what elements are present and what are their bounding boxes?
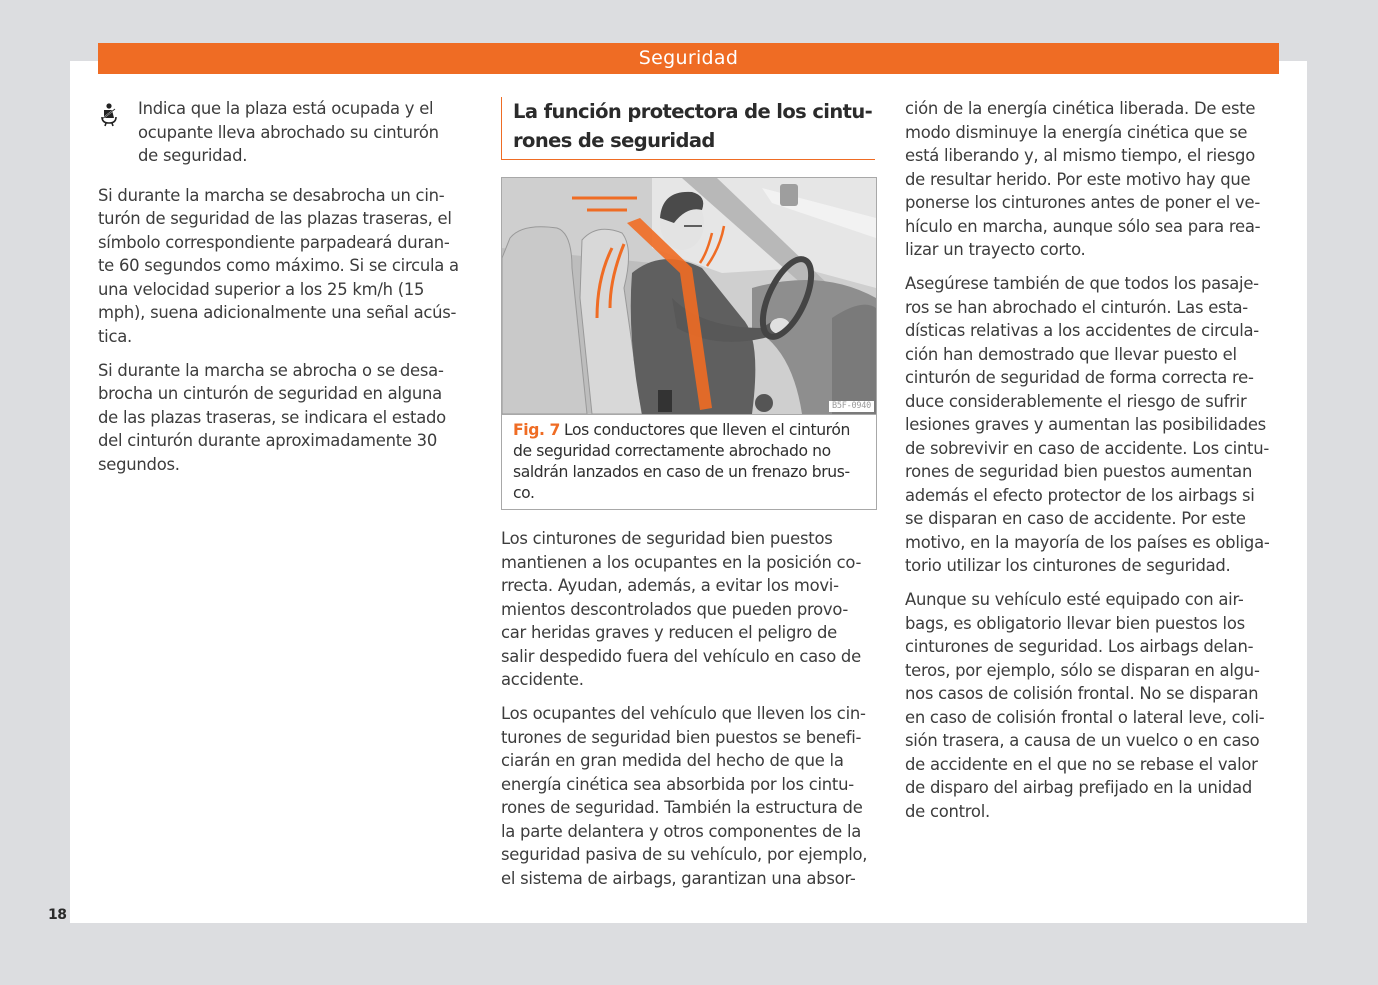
paragraph (501, 527, 877, 692)
text-line: mantienen a los ocupantes en la posición co- (501, 552, 862, 572)
text-line: cinturones de seguridad. Los airbags delan- (905, 637, 1254, 656)
text-line: de accidente en el que no se rebase el valor (905, 754, 1258, 774)
seatbelt-fastened-icon (98, 97, 138, 168)
text-line: nos casos de colisión frontal. No se disparan (905, 684, 1259, 703)
paragraph (905, 272, 1281, 578)
text-line: cinturón de seguridad de forma correcta re- (905, 368, 1254, 387)
caption-line: saldrán lanzados en caso de un frenazo brus- (513, 463, 850, 481)
text-line: duce considerablemente el riesgo de sufrir (905, 391, 1247, 411)
text-line: una velocidad superior a los 25 km/h (15 (98, 279, 425, 299)
text-line: ción han demostrado que llevar puesto el (905, 344, 1237, 364)
text-line: en caso de colisión frontal o lateral leve, coli- (905, 707, 1265, 727)
text-line: teros, por ejemplo, sólo se disparan en algu- (905, 660, 1260, 680)
section-header: Seguridad (98, 43, 1279, 74)
text-line: además el efecto protector de los airbags si (905, 485, 1255, 505)
text-line: se disparan en caso de accidente. Por este (905, 509, 1246, 528)
text-line: salir despedido fuera del vehículo en caso de (501, 646, 861, 666)
text-line: energía cinética sea absorbida por los cintu- (501, 774, 854, 794)
text-line: segundos. (98, 454, 180, 474)
figure-label: Fig. 7 (513, 421, 560, 439)
middle-column (501, 97, 877, 901)
text-line: de control. (905, 801, 990, 821)
text-line: brocha un cinturón de seguridad en alguna (98, 384, 442, 403)
text-line: ponerse los cinturones antes de poner el ve- (905, 193, 1260, 212)
text-line: accidente. (501, 670, 584, 689)
figure (501, 177, 877, 510)
text-line: está liberando y, al mismo tiempo, el riesgo (905, 146, 1255, 165)
text-line: tica. (98, 326, 132, 346)
text-line: lizar un trayecto corto. (905, 240, 1086, 259)
text-line: motivo, en la mayoría de los países es obliga- (905, 532, 1270, 552)
text-line: de resultar herido. Por este motivo hay que (905, 169, 1251, 189)
text-line: bags, es obligatorio llevar bien puestos los (905, 613, 1245, 633)
text-line: rones de seguridad. También la estructura de (501, 798, 863, 817)
caption-line: de seguridad correctamente abrochado no (513, 442, 831, 460)
text-line: hículo en marcha, aunque sólo sea para rea- (905, 216, 1261, 236)
text-line: modo disminuye la energía cinética que se (905, 122, 1248, 142)
page-number: 18 (48, 907, 67, 923)
section-title (501, 97, 875, 160)
text-line: de las plazas traseras, se indicara el estado (98, 407, 446, 427)
text-line: símbolo correspondiente parpadeará duran- (98, 232, 450, 252)
text-line: ción de la energía cinética liberada. De este (905, 99, 1256, 118)
text-line: mientos descontrolados que pueden provo- (501, 599, 849, 619)
figure-code: B5F-0940 (829, 401, 874, 412)
caption-line: Los conductores que lleven el cinturón (563, 421, 850, 439)
text-line: turones de seguridad bien puestos se benefi- (501, 727, 862, 747)
text-line: Si durante la marcha se desabrocha un cin- (98, 185, 445, 205)
icon-legend-item (98, 97, 470, 168)
text-line: sión trasera, a causa de un vuelco o en caso (905, 731, 1260, 750)
text-line: ocupante lleva abrochado su cinturón (138, 122, 439, 142)
text-line: ciarán en gran medida del hecho de que la (501, 751, 844, 770)
text-line: te 60 segundos como máximo. Si se circula a (98, 256, 459, 275)
paragraph (905, 97, 1281, 262)
text-line: dísticas relativas a los accidentes de circula- (905, 321, 1259, 340)
text-line: del cinturón durante aproximadamente 30 (98, 431, 438, 450)
text-line: seguridad pasiva de su vehículo, por ejemplo, (501, 845, 868, 864)
text-line: Los ocupantes del vehículo que lleven los cin- (501, 704, 866, 723)
text-line: turón de seguridad de las plazas traseras, el (98, 209, 452, 228)
left-column (98, 97, 470, 487)
text-line: de disparo del airbag prefijado en la unidad (905, 778, 1253, 797)
caption-line: co. (513, 484, 535, 502)
text-line: de seguridad. (138, 146, 248, 165)
text-line: Los cinturones de seguridad bien puestos (501, 529, 833, 548)
text-line: rrecta. Ayudan, además, a evitar los movi- (501, 576, 839, 595)
right-column (905, 97, 1281, 834)
text-line: rones de seguridad bien puestos aumentan (905, 462, 1253, 481)
text-line: Aunque su vehículo esté equipado con air- (905, 590, 1244, 609)
paragraph (98, 184, 470, 349)
paragraph (98, 359, 470, 477)
title-line: La función protectora de los cintu- (513, 100, 873, 123)
text-line: la parte delantera y otros componentes de la (501, 821, 862, 841)
text-line: ros se han abrochado el cinturón. Las esta- (905, 297, 1248, 317)
title-line: rones de seguridad (513, 129, 715, 152)
icon-description (138, 97, 470, 168)
text-line: Indica que la plaza está ocupada y el (138, 99, 434, 118)
text-line: Si durante la marcha se abrocha o se desa- (98, 360, 444, 380)
text-line: torio utilizar los cinturones de seguridad. (905, 556, 1231, 575)
text-line: el sistema de airbags, garantizan una absor- (501, 868, 856, 888)
figure-caption (502, 415, 876, 509)
driver-seatbelt-illustration (502, 178, 876, 415)
text-line: de sobrevivir en caso de accidente. Los cintu- (905, 438, 1270, 458)
text-line: lesiones graves y aumentan las posibilidades (905, 415, 1266, 434)
paragraph (501, 702, 877, 890)
text-line: mph), suena adicionalmente una señal acús- (98, 303, 457, 322)
paragraph (905, 588, 1281, 823)
text-line: Asegúrese también de que todos los pasaje- (905, 274, 1259, 293)
text-line: car heridas graves y reducen el peligro de (501, 623, 837, 642)
